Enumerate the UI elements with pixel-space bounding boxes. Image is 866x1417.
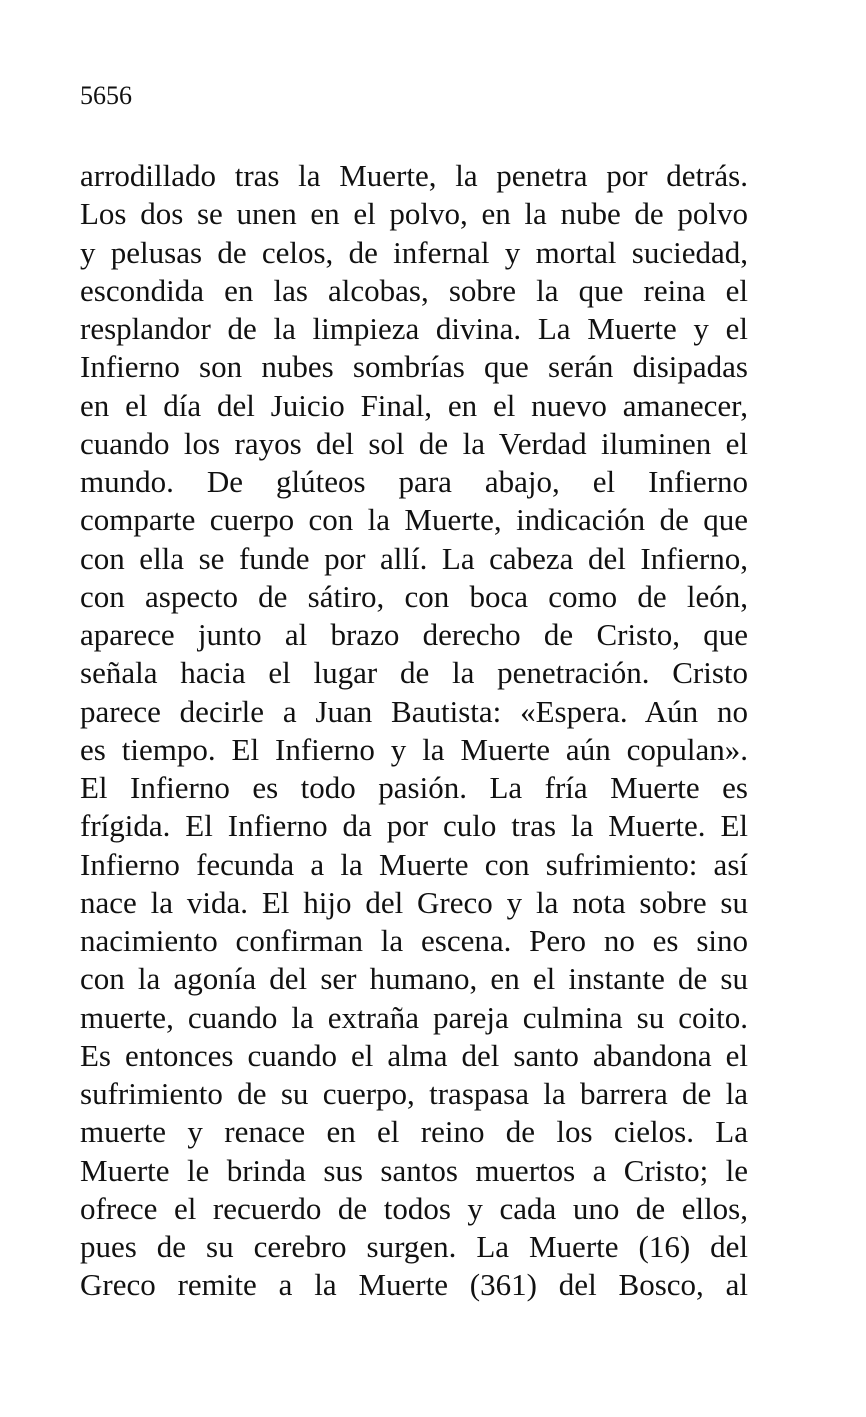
text-line: es tiempo. El Infierno y la Muerte aún copulan». <box>80 731 748 767</box>
text-line: con ella se funde por allí. La cabeza del Infierno, <box>80 540 748 576</box>
text-line: escondida en las alcobas, sobre la que reina el <box>80 272 748 308</box>
text-line: con aspecto de sátiro, con boca como de león, <box>80 578 748 614</box>
text-line: El Infierno es todo pasión. La fría Muerte es <box>80 770 748 805</box>
text-line: arrodillado tras la Muerte, la penetra por detrás. <box>80 158 748 193</box>
text-line: nacimiento confirman la escena. Pero no es sino <box>80 923 748 958</box>
text-line: en el día del Juicio Final, en el nuevo amanecer, <box>80 387 748 423</box>
text-line: sufrimiento de su cuerpo, traspasa la barrera de la <box>80 1076 748 1111</box>
text-line: y pelusas de celos, de infernal y mortal suciedad, <box>80 234 748 270</box>
text-line: Infierno son nubes sombrías que serán disipadas <box>80 349 748 385</box>
text-line: Infierno fecunda a la Muerte con sufrimiento: así <box>80 846 748 882</box>
text-line: Greco remite a la Muerte (361) del Bosco, al <box>80 1267 748 1303</box>
text-line: Muerte le brinda sus santos muertos a Cristo; le <box>80 1152 748 1188</box>
text-line: ofrece el recuerdo de todos y cada uno de ellos, <box>80 1190 748 1226</box>
text-line: cuando los rayos del sol de la Verdad iluminen el <box>80 425 748 461</box>
text-line: aparece junto al brazo derecho de Cristo, que <box>80 617 748 652</box>
text-line: mundo. De glúteos para abajo, el Infierno <box>80 464 748 499</box>
body-text <box>80 157 748 1305</box>
text-line: pues de su cerebro surgen. La Muerte (16) del <box>80 1229 748 1264</box>
text-line: Los dos se unen en el polvo, en la nube de polvo <box>80 196 748 232</box>
page-number: 5656 <box>80 81 132 110</box>
text-line: frígida. El Infierno da por culo tras la Muerte. El <box>80 808 748 844</box>
text-line: muerte y renace en el reino de los cielos. La <box>80 1114 748 1150</box>
text-line: muerte, cuando la extraña pareja culmina su coito. <box>80 999 748 1035</box>
text-line: señala hacia el lugar de la penetración. Cristo <box>80 655 748 691</box>
text-line: resplandor de la limpieza divina. La Muerte y el <box>80 311 748 346</box>
text-line: parece decirle a Juan Bautista: «Espera. Aún no <box>80 693 748 729</box>
text-line: nace la vida. El hijo del Greco y la nota sobre su <box>80 884 748 920</box>
text-line: con la agonía del ser humano, en el instante de su <box>80 961 748 997</box>
text-line: Es entonces cuando el alma del santo abandona el <box>80 1037 748 1073</box>
text-line: comparte cuerpo con la Muerte, indicación de que <box>80 502 748 538</box>
